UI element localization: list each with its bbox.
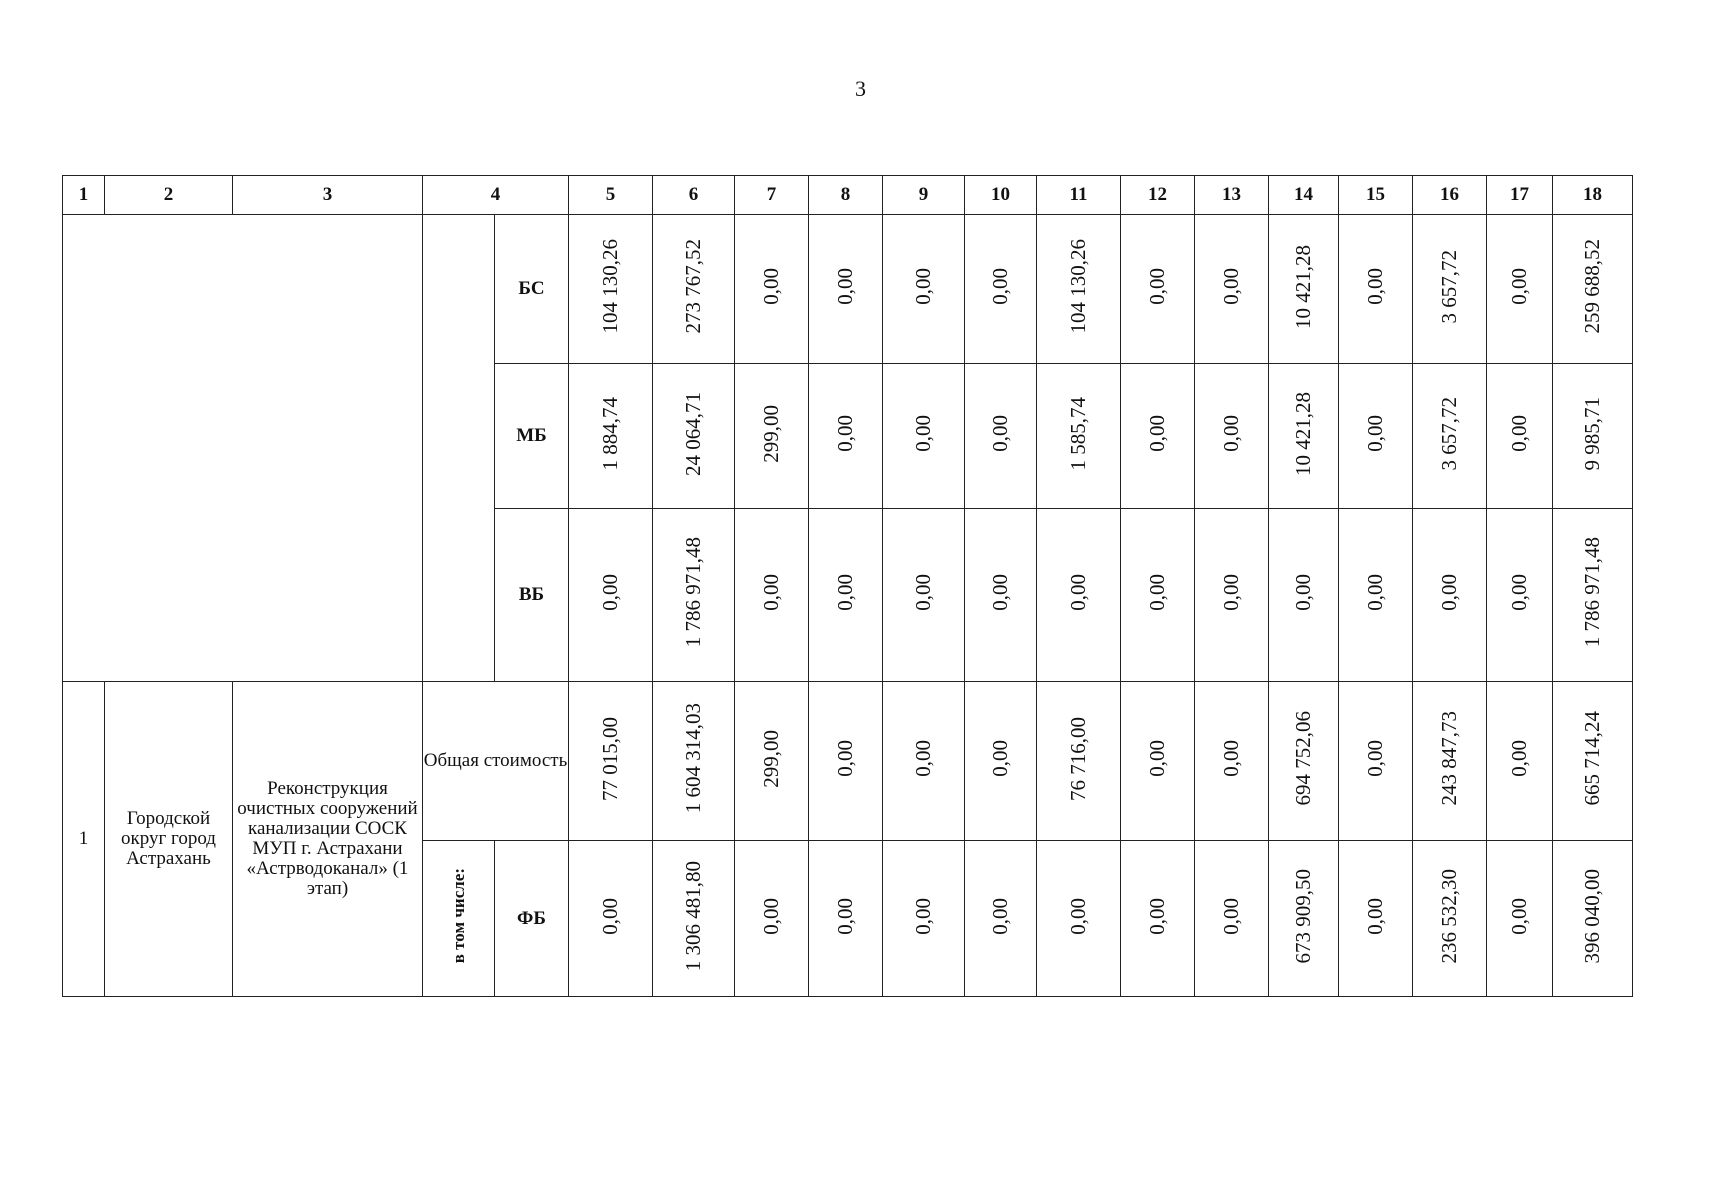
value-cell: 243 847,73 (1413, 682, 1487, 841)
value-cell: 0,00 (1195, 215, 1269, 364)
value-cell: 0,00 (1121, 682, 1195, 841)
value-cell: 673 909,50 (1269, 841, 1339, 997)
value-cell: 0,00 (1121, 364, 1195, 509)
value-cell: 0,00 (1195, 509, 1269, 682)
district-name: Городской округ город Астрахань (105, 682, 233, 997)
value-cell: 0,00 (1195, 682, 1269, 841)
header-row (63, 176, 1633, 215)
value-cell: 0,00 (883, 509, 965, 682)
header-cell: 14 (1269, 176, 1339, 215)
including-label: в том числе: (448, 868, 468, 964)
header-cell: 3 (233, 176, 423, 215)
page-number: 3 (855, 76, 866, 101)
total-cost-label: Общая стоимость (423, 682, 569, 841)
value-cell: 0,00 (1339, 215, 1413, 364)
value-cell: 396 040,00 (1553, 841, 1633, 997)
header-cell: 18 (1553, 176, 1633, 215)
header-cell: 4 (423, 176, 569, 215)
table-row-bs (63, 215, 1633, 364)
header-cell: 13 (1195, 176, 1269, 215)
value-cell: 104 130,26 (569, 215, 653, 364)
value-cell: 299,00 (735, 364, 809, 509)
header-cell: 7 (735, 176, 809, 215)
value-cell: 273 767,52 (653, 215, 735, 364)
value-cell: 10 421,28 (1269, 364, 1339, 509)
fund-label: ВБ (495, 509, 569, 682)
value-cell: 10 421,28 (1269, 215, 1339, 364)
value-cell: 0,00 (569, 509, 653, 682)
value-cell: 0,00 (809, 509, 883, 682)
value-cell: 0,00 (883, 841, 965, 997)
header-cell: 12 (1121, 176, 1195, 215)
header-cell: 9 (883, 176, 965, 215)
value-cell: 0,00 (1487, 509, 1553, 682)
value-cell: 0,00 (1339, 509, 1413, 682)
value-cell: 3 657,72 (1413, 364, 1487, 509)
value-cell: 1 585,74 (1037, 364, 1121, 509)
value-cell: 0,00 (965, 364, 1037, 509)
empty-merged-cell (63, 215, 423, 682)
header-cell: 5 (569, 176, 653, 215)
value-cell: 1 884,74 (569, 364, 653, 509)
value-cell: 76 716,00 (1037, 682, 1121, 841)
value-cell: 0,00 (1339, 841, 1413, 997)
value-cell: 259 688,52 (1553, 215, 1633, 364)
value-cell: 9 985,71 (1553, 364, 1633, 509)
value-cell: 0,00 (1339, 364, 1413, 509)
header-cell: 2 (105, 176, 233, 215)
table-row-total (63, 682, 1633, 841)
value-cell: 0,00 (1487, 841, 1553, 997)
value-cell: 1 786 971,48 (1553, 509, 1633, 682)
value-cell: 0,00 (735, 215, 809, 364)
value-cell: 0,00 (965, 509, 1037, 682)
value-cell: 0,00 (809, 364, 883, 509)
object-name: Реконструкция очистных сооружений канализации СОСК МУП г. Астрахани «Астрводоканал» (1 этап) (233, 682, 423, 997)
value-cell: 0,00 (735, 841, 809, 997)
fund-label: ФБ (495, 841, 569, 997)
value-cell: 0,00 (1487, 682, 1553, 841)
value-cell: 0,00 (1195, 841, 1269, 997)
value-cell: 0,00 (965, 841, 1037, 997)
header-cell: 10 (965, 176, 1037, 215)
value-cell: 0,00 (883, 364, 965, 509)
header-cell: 1 (63, 176, 105, 215)
including-label-cell (423, 841, 495, 997)
header-cell: 17 (1487, 176, 1553, 215)
value-cell: 0,00 (965, 682, 1037, 841)
fund-label: МБ (495, 364, 569, 509)
value-cell: 0,00 (1121, 215, 1195, 364)
header-cell: 15 (1339, 176, 1413, 215)
value-cell: 0,00 (809, 215, 883, 364)
value-cell: 0,00 (1339, 682, 1413, 841)
value-cell: 0,00 (1269, 509, 1339, 682)
fund-label: БС (495, 215, 569, 364)
value-cell: 1 306 481,80 (653, 841, 735, 997)
budget-table (62, 175, 1633, 997)
value-cell: 0,00 (1413, 509, 1487, 682)
value-cell: 77 015,00 (569, 682, 653, 841)
value-cell: 0,00 (1487, 364, 1553, 509)
value-cell: 0,00 (1121, 509, 1195, 682)
value-cell: 0,00 (809, 841, 883, 997)
value-cell: 694 752,06 (1269, 682, 1339, 841)
value-cell: 0,00 (965, 215, 1037, 364)
value-cell: 0,00 (1487, 215, 1553, 364)
header-cell: 6 (653, 176, 735, 215)
header-cell: 8 (809, 176, 883, 215)
value-cell: 0,00 (569, 841, 653, 997)
value-cell: 0,00 (809, 682, 883, 841)
value-cell: 0,00 (1037, 841, 1121, 997)
entry-number: 1 (63, 682, 105, 997)
value-cell: 299,00 (735, 682, 809, 841)
value-cell: 665 714,24 (1553, 682, 1633, 841)
value-cell: 0,00 (883, 215, 965, 364)
value-cell: 0,00 (883, 682, 965, 841)
value-cell: 3 657,72 (1413, 215, 1487, 364)
value-cell: 0,00 (1121, 841, 1195, 997)
value-cell: 0,00 (1195, 364, 1269, 509)
header-cell: 16 (1413, 176, 1487, 215)
value-cell: 0,00 (1037, 509, 1121, 682)
header-cell: 11 (1037, 176, 1121, 215)
value-cell: 236 532,30 (1413, 841, 1487, 997)
value-cell: 0,00 (735, 509, 809, 682)
value-cell: 24 064,71 (653, 364, 735, 509)
value-cell: 104 130,26 (1037, 215, 1121, 364)
value-cell: 1 604 314,03 (653, 682, 735, 841)
value-cell: 1 786 971,48 (653, 509, 735, 682)
empty-cell (423, 215, 495, 682)
